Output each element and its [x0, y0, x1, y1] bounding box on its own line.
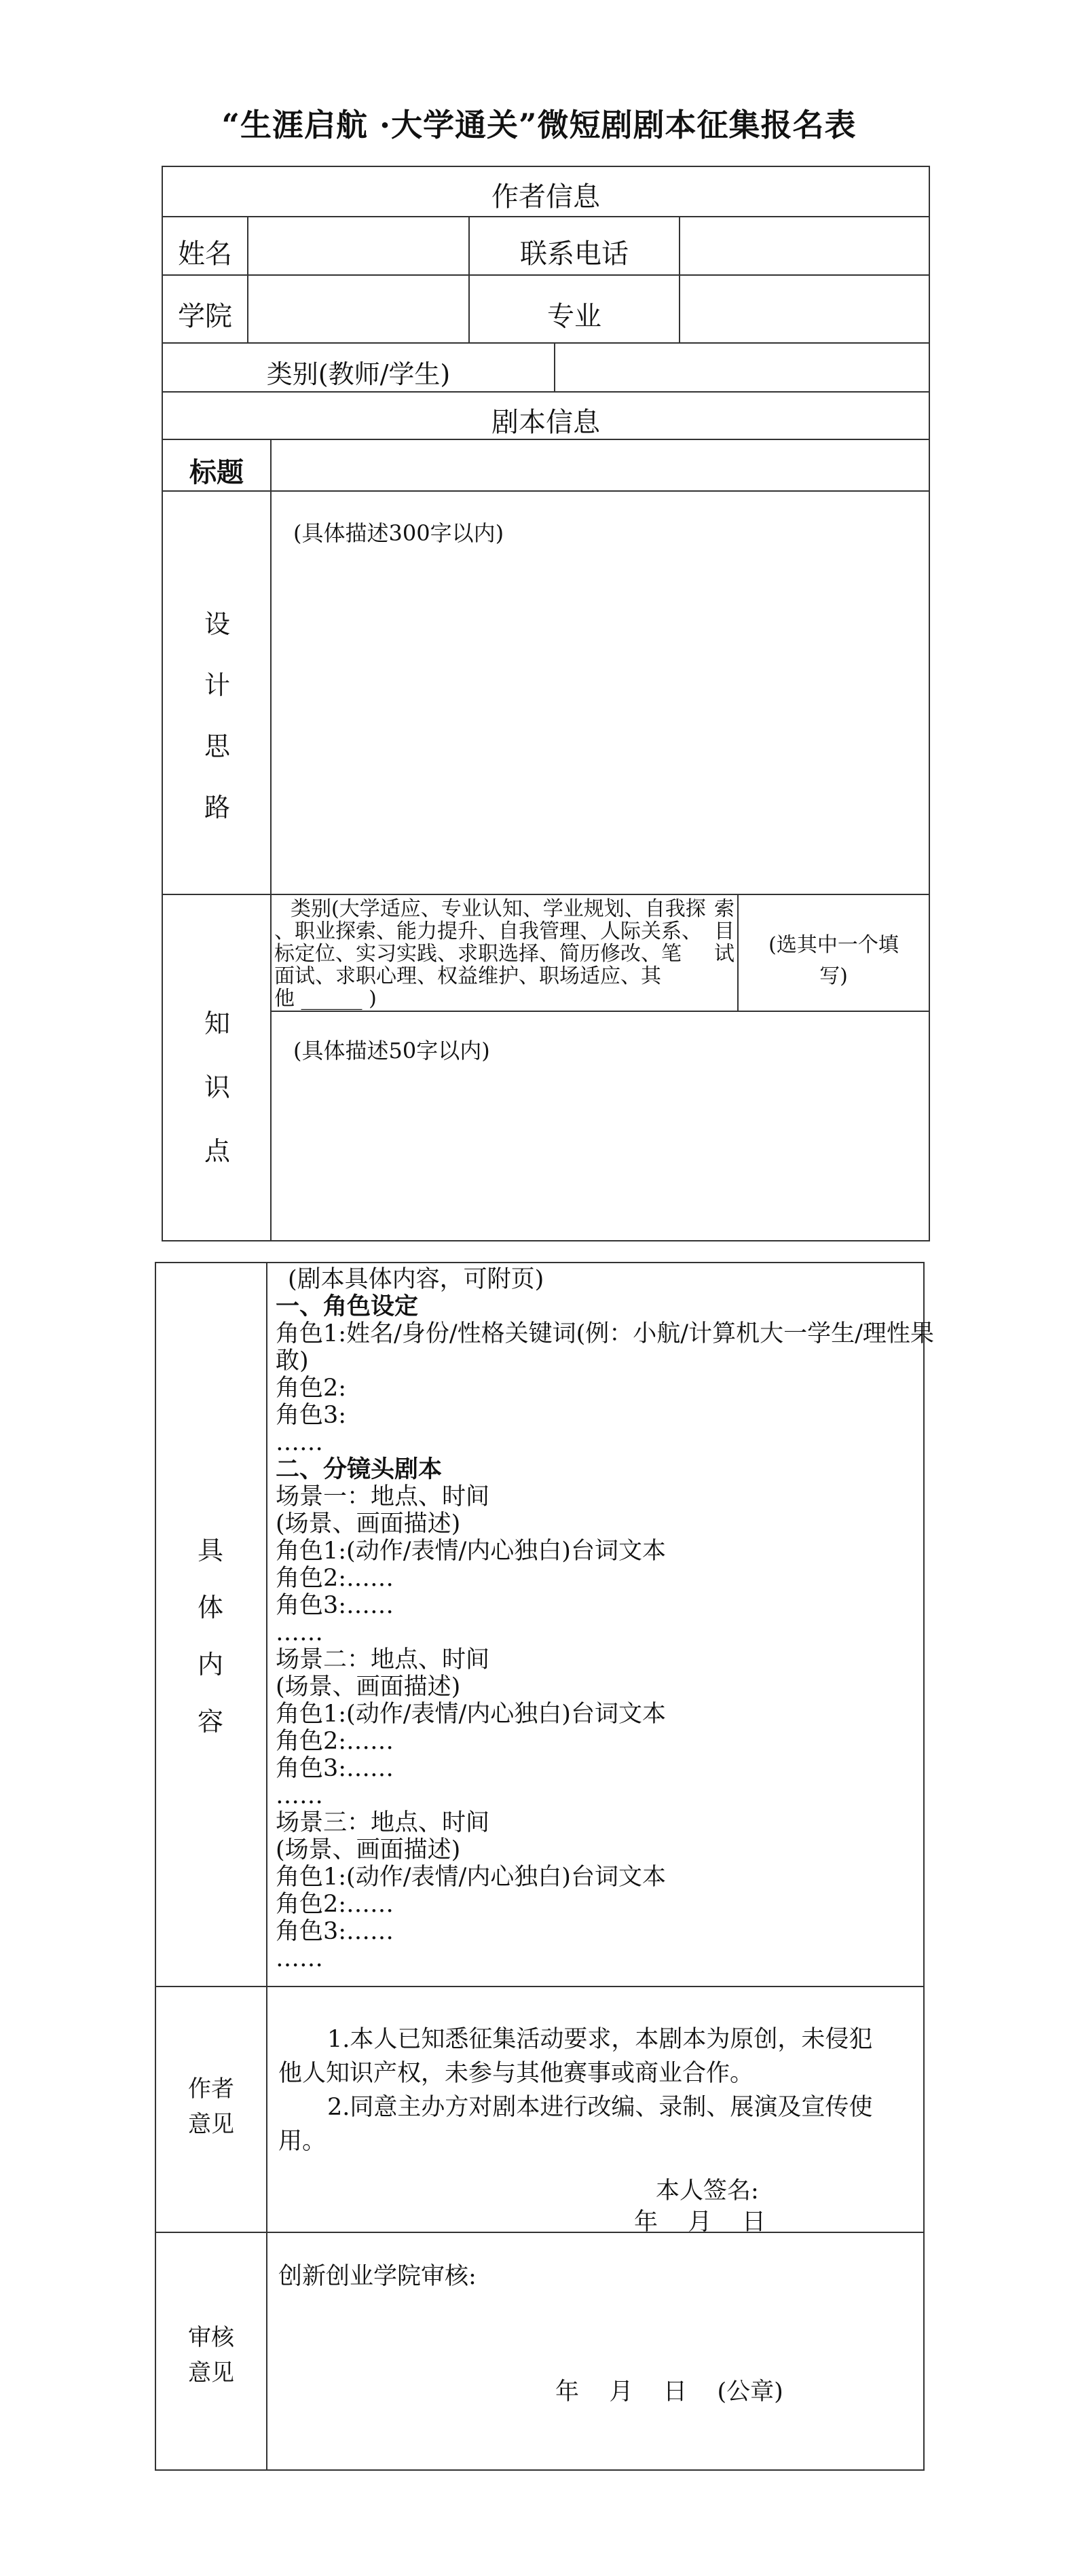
content-line: 敢): [276, 1347, 309, 1375]
script-info-header: 剧本信息: [491, 407, 600, 438]
knowledge-category-line: 标定位、实习实践、求职选择、简历修改、笔: [274, 942, 682, 966]
content-label-3: 内: [197, 1650, 223, 1680]
opinion-date: 年 月 日: [634, 2209, 766, 2236]
name-label: 姓名: [178, 238, 232, 270]
opinion-label-2: 意见: [188, 2111, 234, 2138]
knowledge-category-text: [274, 898, 706, 1010]
content-line: 角色1:(动作/表情/内心独白)台词文本: [276, 1701, 666, 1728]
content-line: 角色1:姓名/身份/性格关键词(例：小航/计算机大一学生/理性果: [276, 1320, 934, 1347]
content-section-heading: 二、分镜头剧本: [276, 1455, 443, 1483]
design-field[interactable]: [272, 492, 929, 894]
review-date-seal: 年 月 日 (公章): [555, 2378, 783, 2406]
script-title-field[interactable]: [272, 440, 929, 490]
knowledge-choose-hint-2: 写): [819, 964, 848, 988]
form-title: “生涯启航 ·大学通关”微短剧剧本征集报名表: [221, 107, 857, 143]
knowledge-category-line: 类别(大学适应、专业认知、学业规划、自我探: [291, 897, 706, 921]
content-line: 场景二：地点、时间: [276, 1646, 490, 1673]
knowledge-side-char: 目: [714, 920, 735, 943]
knowledge-side-char: 索: [714, 897, 735, 921]
knowledge-side-chars: [714, 898, 735, 965]
content-line: 角色2:……: [276, 1891, 394, 1918]
phone-field[interactable]: [680, 217, 929, 274]
review-field[interactable]: [267, 2233, 923, 2469]
major-label: 专业: [547, 301, 601, 332]
opinion-label-1: 作者: [188, 2075, 234, 2103]
content-line: (场景、画面描述): [276, 1836, 461, 1864]
content-section-heading: 一、角色设定: [276, 1292, 419, 1320]
content-line: 角色2:……: [276, 1565, 394, 1592]
knowledge-category-line: 、职业探索、能力提升、自我管理、人际关系、: [274, 920, 702, 943]
knowledge-category-line: 面试、求职心理、权益维护、职场适应、其: [274, 964, 661, 988]
content-line: (剧本具体内容，可附页): [288, 1266, 544, 1293]
knowledge-choose-field[interactable]: [739, 895, 929, 1011]
author-info-header: 作者信息: [491, 181, 600, 213]
name-field[interactable]: [248, 217, 468, 274]
content-line: ……: [276, 1945, 323, 1972]
content-line: 角色3:……: [276, 1755, 394, 1782]
design-label-3: 思: [204, 731, 230, 761]
design-label-4: 路: [204, 793, 230, 822]
content-line: 角色1:(动作/表情/内心独白)台词文本: [276, 1864, 666, 1891]
review-label-1: 审核: [188, 2324, 234, 2351]
signature-field[interactable]: [781, 2171, 916, 2200]
opinion-line: 他人知识产权，未参与其他赛事或商业合作。: [278, 2060, 754, 2087]
content-line: (场景、画面描述): [276, 1673, 461, 1701]
review-text: 创新创业学院审核:: [278, 2263, 477, 2290]
content-label-1: 具: [197, 1536, 223, 1565]
knowledge-hint: (具体描述50字以内): [293, 1038, 490, 1064]
opinion-text: [278, 2022, 872, 2158]
category-field[interactable]: [555, 344, 929, 391]
category-label: 类别(教师/学生): [266, 359, 451, 389]
knowledge-side-char: 试: [714, 942, 735, 966]
content-line: ……: [276, 1619, 323, 1646]
college-field[interactable]: [248, 276, 468, 342]
content-line: 角色3:……: [276, 1592, 394, 1619]
knowledge-field[interactable]: [272, 1012, 929, 1240]
opinion-line: 2.同意主办方对剧本进行改编、录制、展演及宣传使: [327, 2094, 873, 2121]
design-hint: (具体描述300字以内): [293, 520, 504, 546]
knowledge-label-1: 知: [204, 1009, 230, 1038]
signature-label: 本人签名:: [656, 2177, 759, 2205]
content-line: 角色3:……: [276, 1918, 394, 1945]
content-line: ……: [276, 1429, 323, 1456]
content-label-2: 体: [197, 1593, 223, 1622]
design-label-2: 计: [204, 670, 230, 700]
content-line: 角色2:……: [276, 1728, 394, 1755]
knowledge-label-3: 点: [204, 1136, 230, 1166]
knowledge-label-2: 识: [204, 1072, 230, 1102]
knowledge-choose-hint-1: (选其中一个填: [768, 933, 899, 957]
content-line: ……: [276, 1782, 323, 1809]
content-line: 角色3:: [276, 1402, 347, 1429]
title-label: 标题: [189, 456, 244, 488]
review-label-2: 意见: [188, 2359, 234, 2387]
knowledge-category-line: 他 ______ ): [274, 987, 377, 1011]
content-line: 角色1:(动作/表情/内心独白)台词文本: [276, 1538, 666, 1565]
college-label: 学院: [178, 301, 232, 332]
content-line: 场景一：地点、时间: [276, 1483, 490, 1510]
content-line: 场景三：地点、时间: [276, 1809, 490, 1836]
design-label-1: 设: [204, 609, 230, 639]
phone-label: 联系电话: [520, 238, 629, 270]
content-text: [276, 1266, 934, 1972]
major-field[interactable]: [680, 276, 929, 342]
content-line: (场景、画面描述): [276, 1510, 461, 1538]
content-label-4: 容: [197, 1707, 223, 1737]
content-line: 角色2:: [276, 1375, 347, 1402]
opinion-line: 用。: [278, 2128, 327, 2155]
opinion-line: 1.本人已知悉征集活动要求，本剧本为原创，未侵犯: [327, 2026, 873, 2053]
